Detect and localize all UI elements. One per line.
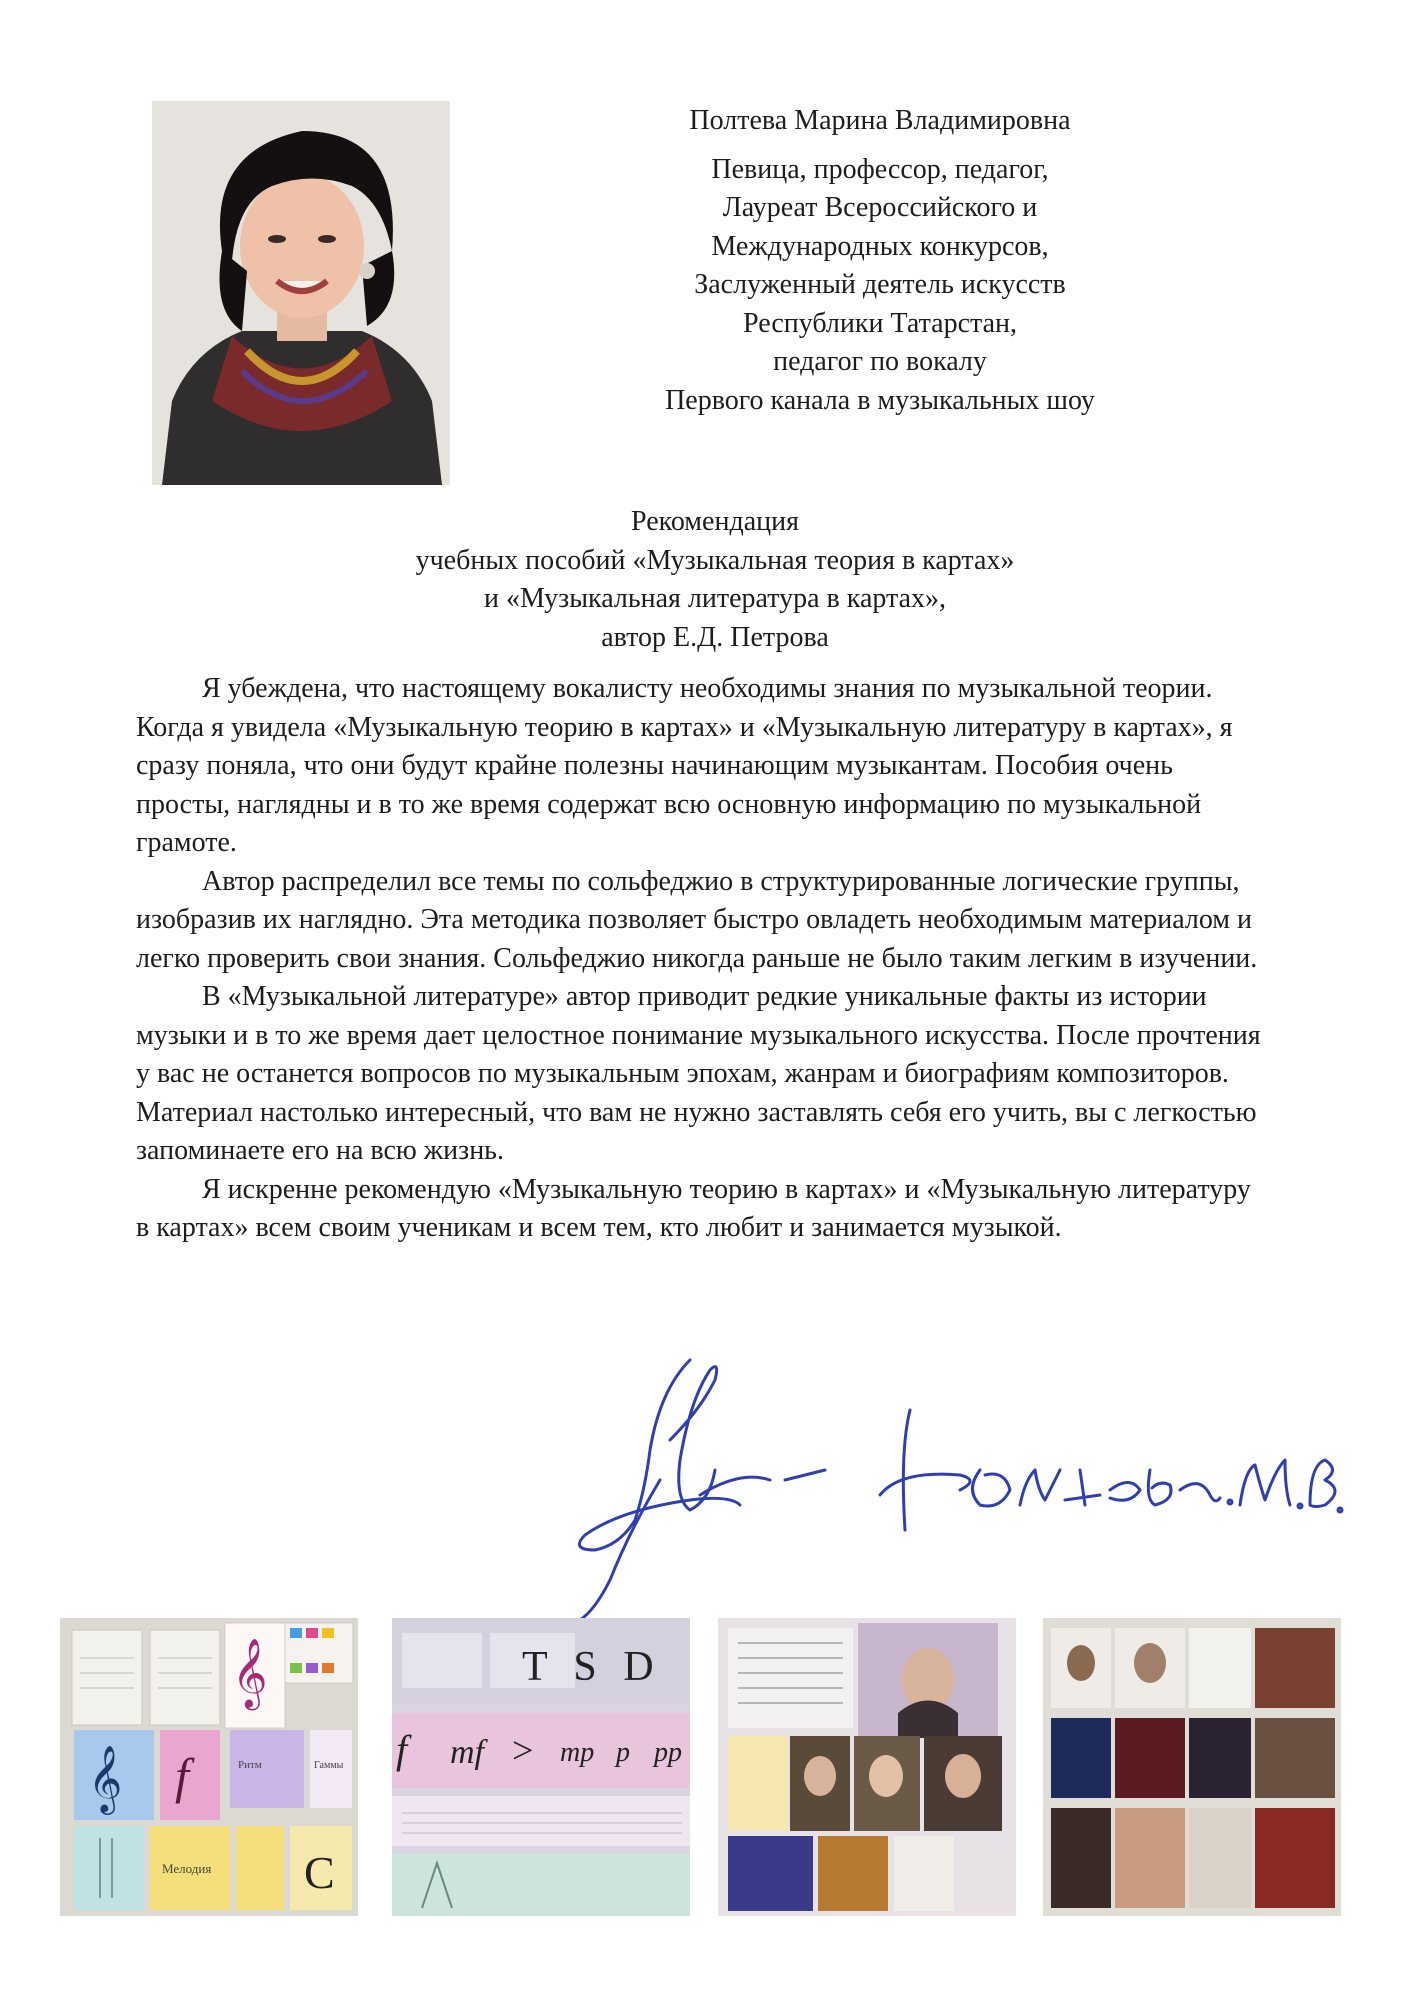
recommendation-title [280, 503, 1150, 657]
tsd-header: T S D [522, 1644, 662, 1690]
dynamic-mark: mp [560, 1737, 595, 1768]
author-title-line: Первого канала в музыкальных шоу [665, 384, 1095, 416]
author-title-line: Лауреат Всероссийского и [722, 192, 1038, 223]
paragraph: Автор распределил все темы по сольфеджио в структурированные логические группы, изобразив их наглядно. Эта методика позволяет быстро овладеть необходимым материалом и легко проверить свои знания. Сольфеджио никогда раньше не было таким легким в изучении. [136, 865, 1258, 974]
author-title-line: Певица, профессор, педагог, [711, 153, 1049, 185]
author-title-line: педагог по вокалу [773, 346, 987, 377]
card-label-melody: Мелодия [162, 1861, 212, 1876]
author-name: Полтева Марина Владимировна [689, 105, 1071, 136]
author-portrait [152, 101, 450, 485]
photo-theory-cards [60, 1618, 358, 1916]
photo-painting-cards [1043, 1618, 1341, 1916]
card-label-rhythm: Ритм [238, 1759, 262, 1771]
card-label-c: C [304, 1847, 335, 1898]
handwritten-signature [540, 1330, 1350, 1630]
recommendation-subtitle-line: учебных пособий «Музыкальная теория в картах» [415, 544, 1015, 576]
paragraph: Я убеждена, что настоящему вокалисту необходимы знания по музыкальной теории. Когда я увидела «Музыкальную теорию в картах» и «Музыкальную литературу в картах», я сразу поняла, что они будут крайне полезны начинающим музыкантам. Пособия очень просты, наглядны и в то же время содержат всю основную информацию по музыкальной грамоте. [136, 673, 1233, 858]
photo-dynamics-cards [392, 1618, 690, 1916]
svg-text:f: f [175, 1748, 189, 1804]
letter-body [136, 670, 1266, 1248]
author-title-line: Заслуженный деятель искусств [694, 269, 1066, 300]
author-title-line: Республики Татарстан, [743, 307, 1017, 339]
dynamic-mark: mf [450, 1734, 484, 1771]
dynamic-mark: f [396, 1727, 408, 1772]
paragraph: Я искренне рекомендую «Музыкальную теорию в картах» и «Музыкальную литературу в картах» всем своим ученикам и всем тем, кто любит и занимается музыкой. [136, 1173, 1251, 1243]
dynamic-mark: > [512, 1730, 534, 1772]
card-label-scales: Гаммы [314, 1760, 344, 1771]
svg-text:𝄞: 𝄞 [232, 1640, 268, 1706]
recommendation-heading: Рекомендация [631, 506, 799, 537]
recommendation-subtitle-line: автор Е.Д. Петрова [601, 621, 829, 653]
author-info [560, 102, 1200, 420]
author-title-line: Международных конкурсов, [711, 230, 1049, 262]
svg-text:𝄞: 𝄞 [88, 1746, 123, 1811]
recommendation-subtitle-line: и «Музыкальная литература в картах», [483, 583, 947, 614]
paragraph: В «Музыкальной литературе» автор приводит редкие уникальные факты из истории музыки и в то же время дает целостное понимание музыкального искусства. После прочтения у вас не останется вопросов по музыкальным эпохам, жанрам и биографиям композиторов. Материал настолько интересный, что вам не нужно заставлять себя его учить, вы с легкостью запоминаете его на всю жизнь. [136, 981, 1261, 1166]
dynamic-mark: p [616, 1737, 630, 1768]
photo-composer-cards [718, 1618, 1016, 1916]
dynamic-mark: pp [654, 1737, 682, 1768]
